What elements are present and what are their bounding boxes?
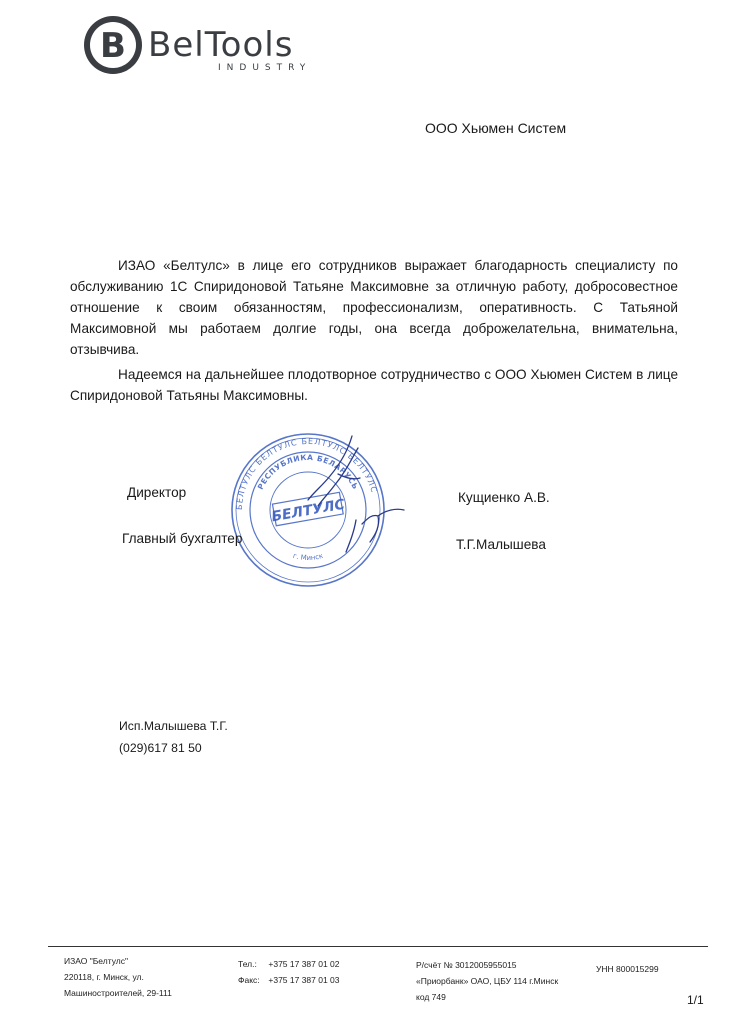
footer-fax-label: Факс: <box>238 975 260 985</box>
stamp-inner-text: РЕСПУБЛИКА БЕЛАРУСЬ <box>255 452 361 491</box>
stamp-outer-text: БЕЛТУЛС БЕЛТУЛС БЕЛТУЛС БЕЛТУЛС <box>234 436 379 511</box>
footer-bank-block <box>416 957 558 1005</box>
director-name: Кущиенко А.В. <box>458 490 550 505</box>
company-logo <box>78 12 398 76</box>
footer-bank: «Приорбанк» ОАО, ЦБУ 114 г.Минск <box>416 976 559 986</box>
letter-body <box>70 255 678 406</box>
addressee: ООО Хьюмен Систем <box>425 120 567 136</box>
accountant-role: Главный бухгалтер <box>122 531 243 546</box>
footer-tel: +375 17 387 01 02 <box>268 959 340 969</box>
body-paragraph-1: ИЗАО «Белтулс» в лице его сотрудников выражает благодарность специалисту по обслуживанию 1С Спиридоновой Татьяне Максимовне за отличную работу, добросовестное отношение к своим обязанностям, профессионализм, оперативность. С Татьяной Максимовной мы работаем долгие годы, она всегда доброжелательна, внимательна, отзывчива. <box>70 258 678 357</box>
footer-unn: УНН 800015299 <box>596 964 659 974</box>
footer-company-block <box>64 953 172 1001</box>
footer-address-line-1: 220118, г. Минск, ул. <box>64 972 144 982</box>
accountant-name: Т.Г.Малышева <box>456 537 546 552</box>
logo-tagline: INDUSTRY <box>218 63 312 73</box>
footer-company: ИЗАО "Белтулс" <box>64 956 128 966</box>
executor-phone: (029)617 81 50 <box>119 741 202 755</box>
executor-name: Исп.Малышева Т.Г. <box>119 719 228 733</box>
footer-code: код 749 <box>416 992 446 1002</box>
footer-fax: +375 17 387 01 03 <box>268 975 340 985</box>
footer-account: Р/счёт № 3012005955015 <box>416 960 517 970</box>
logo-mark: B <box>100 26 126 66</box>
body-paragraph-2: Надеемся на дальнейшее плодотворное сотрудничество с ООО Хьюмен Систем в лице Спиридоновой Татьяны Максимовны. <box>70 367 678 403</box>
footer-tel-label: Тел.: <box>238 959 257 969</box>
footer-contacts <box>238 956 340 988</box>
page-number: 1/1 <box>687 993 704 1007</box>
executor-block <box>119 715 228 759</box>
stamp-city: г. Минск <box>292 551 324 563</box>
director-signature <box>300 430 410 560</box>
director-role: Директор <box>127 485 187 500</box>
stamp-center-text: БЕЛТУЛС <box>270 496 347 526</box>
footer-address-line-2: Машиностроителей, 29-111 <box>64 988 172 998</box>
logo-brand: BelTools <box>148 25 294 65</box>
beltools-logo-graphic <box>78 12 398 76</box>
footer-divider <box>48 946 708 947</box>
signature-graphic <box>300 430 410 560</box>
